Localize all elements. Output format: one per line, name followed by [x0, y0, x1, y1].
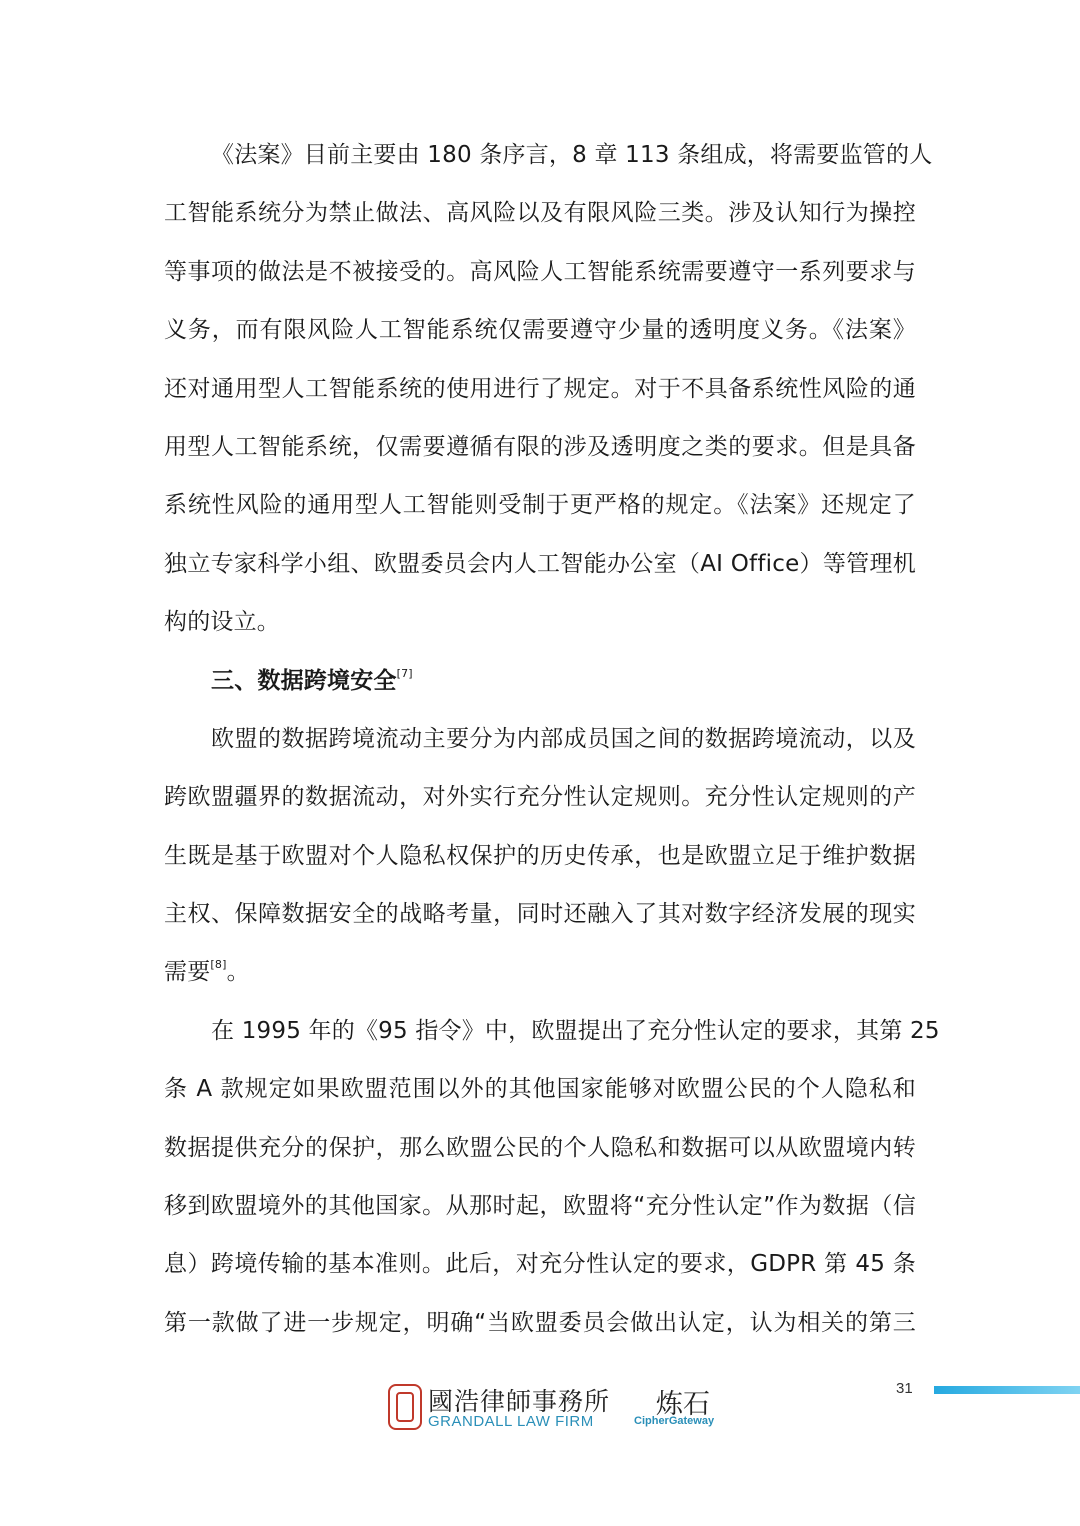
- text-line: 用型人工智能系统，仅需要遵循有限的涉及透明度之类的要求。但是具备: [164, 433, 916, 460]
- text-line: 独立专家科学小组、欧盟委员会内人工智能办公室（AI Office）等管理机: [164, 550, 916, 577]
- page-accent-bar: [934, 1386, 1080, 1394]
- text-fragment: 需要: [164, 959, 211, 986]
- text-line: 欧盟的数据跨境流动主要分为内部成员国之间的数据跨境流动，以及: [211, 725, 916, 752]
- partner-name-cn: 炼石: [656, 1389, 710, 1420]
- text-line: 第一款做了进一步规定，明确“当欧盟委员会做出认定，认为相关的第三: [164, 1309, 916, 1336]
- text-line: 构的设立。: [164, 609, 280, 636]
- partner-name-en: CipherGateway: [634, 1415, 715, 1427]
- footnote-ref: [7]: [396, 666, 413, 680]
- text-line: 义务，而有限风险人工智能系统仅需要遵守少量的透明度义务。《法案》: [164, 317, 916, 344]
- page-number: 31: [896, 1380, 913, 1397]
- firm-name-en: GRANDALL LAW FIRM: [428, 1413, 594, 1430]
- seal-icon: [388, 1384, 422, 1430]
- text-fragment: 。: [226, 959, 250, 986]
- text-line: 在 1995 年的《95 指令》中，欧盟提出了充分性认定的要求，其第 25: [211, 1017, 940, 1044]
- text-line: 生既是基于欧盟对个人隐私权保护的历史传承，也是欧盟立足于维护数据: [164, 842, 916, 869]
- text-line: [164, 943, 916, 1001]
- text-line: 移到欧盟境外的其他国家。从那时起，欧盟将“充分性认定”作为数据（信: [164, 1193, 916, 1220]
- text-line: 数据提供充分的保护，那么欧盟公民的个人隐私和数据可以从欧盟境内转: [164, 1134, 916, 1161]
- text-line: 系统性风险的通用型人工智能则受制于更严格的规定。《法案》还规定了: [164, 492, 916, 519]
- body-text: [164, 126, 940, 1352]
- footnote-ref: [8]: [210, 958, 227, 972]
- section-heading-text: 三、数据跨境安全: [211, 667, 397, 694]
- text-line: 跨欧盟疆界的数据流动，对外实行充分性认定规则。充分性认定规则的产: [164, 784, 916, 811]
- text-line: 息）跨境传输的基本准则。此后，对充分性认定的要求，GDPR 第 45 条: [164, 1251, 916, 1278]
- text-line: 《法案》目前主要由 180 条序言，8 章 113 条组成，将需要监管的人: [211, 142, 933, 168]
- text-line: 工智能系统分为禁止做法、高风险以及有限风险三类。涉及认知行为操控: [164, 200, 916, 227]
- firm-name-cn: 國浩律師事務所: [428, 1387, 611, 1416]
- footer-logo: [388, 1382, 728, 1434]
- text-line: 条 A 款规定如果欧盟范围以外的其他国家能够对欧盟公民的个人隐私和: [164, 1076, 916, 1103]
- text-line: 还对通用型人工智能系统的使用进行了规定。对于不具备系统性风险的通: [164, 375, 916, 402]
- text-line: 主权、保障数据安全的战略考量，同时还融入了其对数字经济发展的现实: [164, 901, 916, 928]
- section-heading: [164, 652, 916, 710]
- text-line: 等事项的做法是不被接受的。高风险人工智能系统需要遵守一系列要求与: [164, 258, 916, 285]
